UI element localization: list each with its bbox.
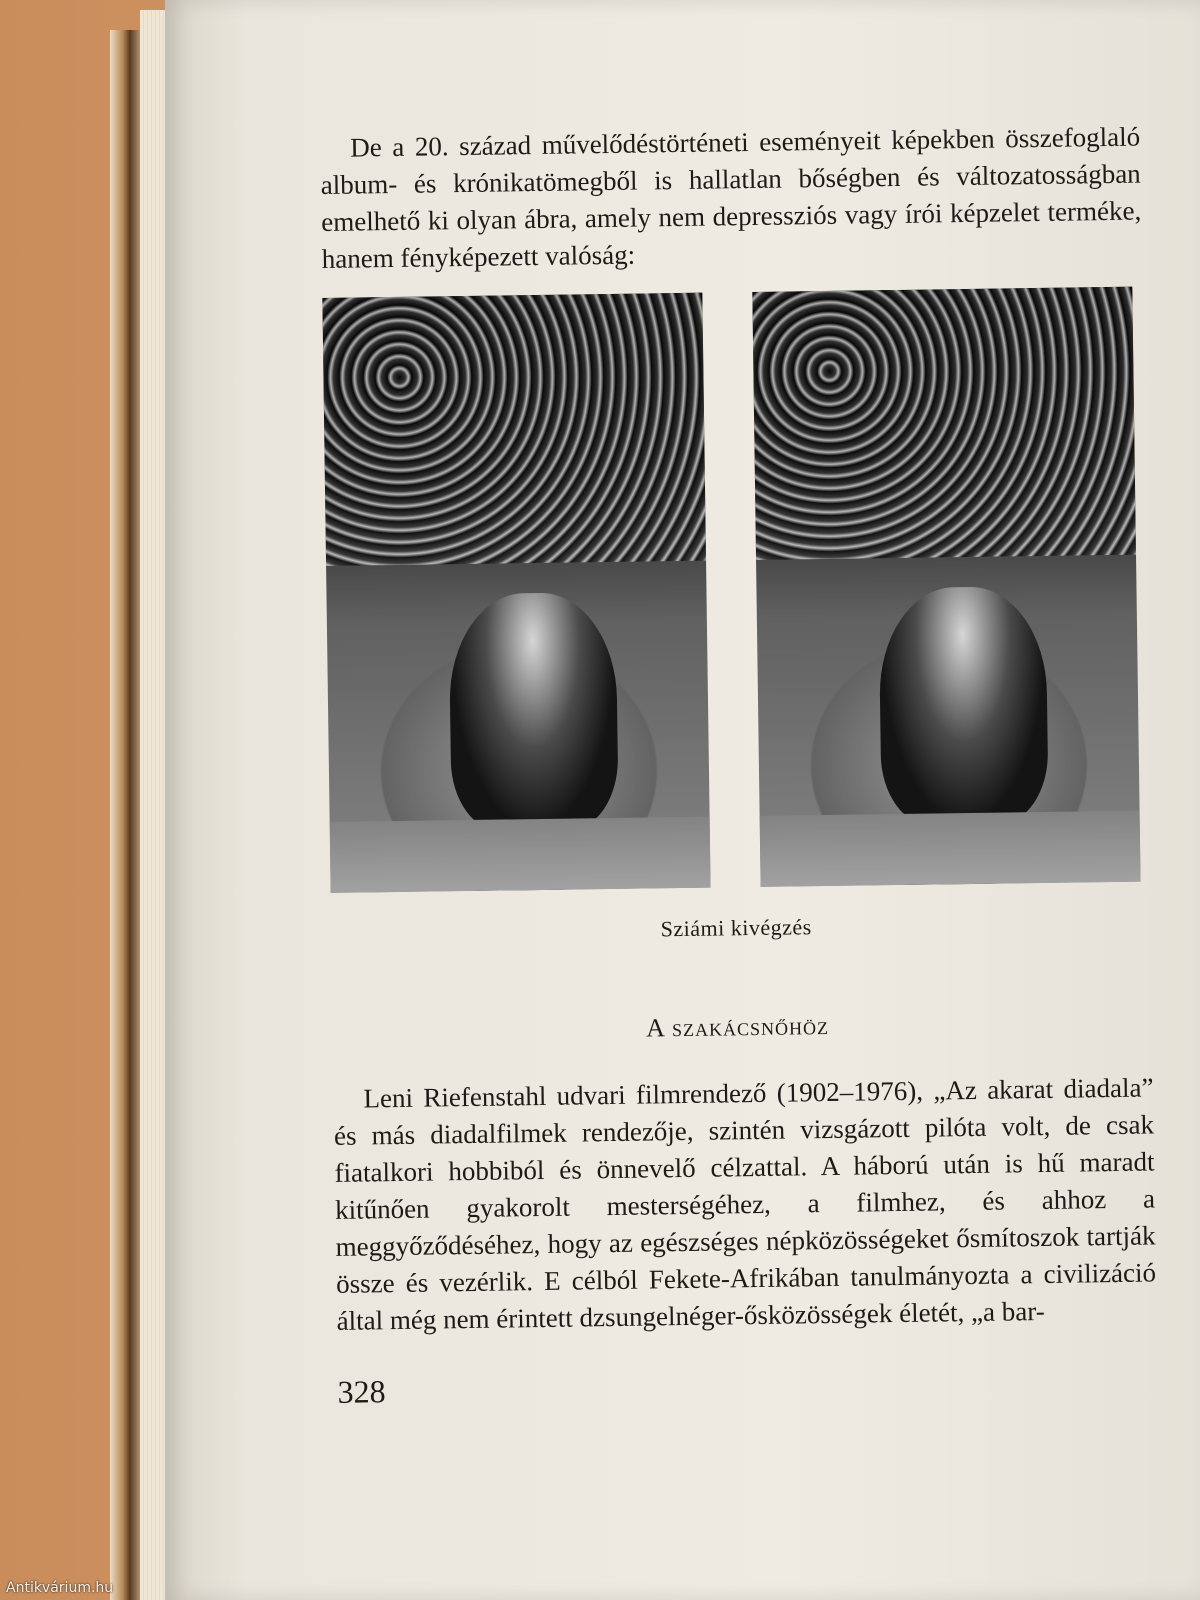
photo-ground (760, 810, 1141, 887)
photo-crowd (322, 293, 706, 566)
photo-figure (878, 585, 1048, 825)
photo-pair (322, 287, 1140, 893)
watermark: Antikvárium.hu (6, 1580, 114, 1596)
photo-crowd (752, 287, 1136, 560)
page-number: 328 (337, 1373, 386, 1410)
photo-right (752, 287, 1140, 887)
section-heading: A szakácsnőhöz (645, 1010, 830, 1043)
body-paragraph: Leni Riefenstahl udvari filmrendező (1902–1976), „Az akarat diadala” és más diadalfilmek rendezője, szintén vizsgázott pilóta volt, de csak fiatalkori hobbiból és önnevelő célzattal. A háború után is hű maradt kitűnően gyakorolt mesterségéhez, a filmhez, és ahhoz a meggyőződéséhez, hogy az egészséges népközösségeket ősmítoszok tartják össze és vezérlik. E célból Fekete-Afrikában tanulmányozta a civilizáció által még nem érintett dzsungelnéger-ősközösségek életét, „a bar- (333, 1072, 1157, 1336)
page-content (320, 119, 1158, 1411)
photo-left (322, 293, 710, 893)
book-page (165, 0, 1200, 1600)
photo-figure (448, 591, 618, 831)
intro-paragraph: De a 20. század művelődéstörténeti eseményeit képekben összefoglaló album- és krónikatömegből is hallatlan bőségben és változatosságban emelhető ki olyan ábra, amely nem depressziós vagy írói képzelet terméke, hanem fényképezett valóság: (320, 121, 1142, 274)
photo-ground (330, 816, 711, 893)
photo-caption: Sziámi kivégzés (660, 914, 812, 942)
